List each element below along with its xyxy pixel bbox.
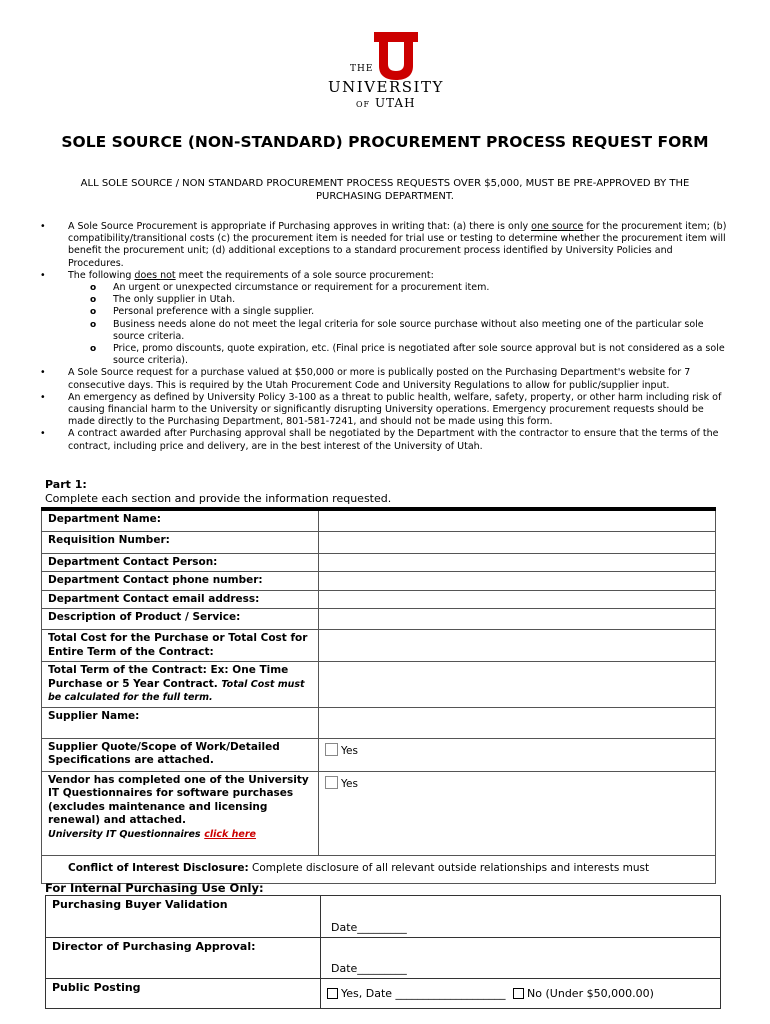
list-item: • The following does not meet the requirements of a sole source procurement:	[38, 270, 728, 282]
requisition-number-field[interactable]	[319, 531, 716, 553]
public-posting-label: Public Posting	[46, 979, 321, 1009]
conflict-disclosure: Conflict of Interest Disclosure: Complete disclosure of all relevant outside relationships and interests must	[42, 855, 716, 883]
total-term-label: Total Term of the Contract: Ex: One Time Purchase or 5 Year Contract. Total Cost must be calculated for the full term.	[42, 662, 319, 708]
it-questionnaires-link[interactable]: click here	[204, 828, 256, 840]
requisition-number-label: Requisition Number:	[42, 531, 319, 553]
logo-of-utah: OF UTAH	[356, 96, 416, 110]
contact-phone-field[interactable]	[319, 572, 716, 591]
instructions-list	[38, 221, 728, 453]
sub-list-item: o Business needs alone do not meet the legal criteria for sole source purchase without also meeting one of the particular sole source criteria.	[38, 319, 728, 343]
total-cost-label: Total Cost for the Purchase or Total Cost for Entire Term of the Contract:	[42, 630, 319, 662]
director-approval-field[interactable]	[321, 938, 721, 979]
description-label: Description of Product / Service:	[42, 609, 319, 630]
university-logo	[322, 28, 452, 112]
sub-list-item: o Personal preference with a single supplier.	[38, 306, 728, 318]
department-name-field[interactable]	[319, 509, 716, 531]
form-subtitle: ALL SOLE SOURCE / NON STANDARD PROCUREMENT PROCESS REQUESTS OVER $5,000, MUST BE PRE-APPROVED BY THE PURCHASING DEPARTMENT.	[80, 178, 690, 202]
list-item: • A contract awarded after Purchasing approval shall be negotiated by the Department with the contractor to ensure that the terms of the contract, including price and delivery, are in the best interest of the University of Utah.	[38, 428, 728, 452]
sub-list-item: o The only supplier in Utah.	[38, 294, 728, 306]
contact-person-field[interactable]	[319, 553, 716, 572]
department-name-label: Department Name:	[42, 509, 319, 531]
part-1-header: Part 1: Complete each section and provide the information requested.	[45, 478, 392, 505]
list-item: • An emergency as defined by University Policy 3-100 as a threat to public health, welfare, safety, property, or other harm including risk of causing financial harm to the University or significantly disrupting University operations. Emergency procurement requests should be made directly to the Purchasing Department, 801-581-7241, and should not be made using this form.	[38, 392, 728, 429]
public-posting-options: Yes, Date ____________________ No (Under $50,000.00)	[321, 979, 721, 1009]
description-field[interactable]	[319, 609, 716, 630]
vendor-it-option: Yes	[319, 771, 716, 855]
contact-email-field[interactable]	[319, 590, 716, 609]
sub-list-item: o Price, promo discounts, quote expiration, etc. (Final price is negotiated after sole source approval but is not considered as a sole source criteria).	[38, 343, 728, 367]
internal-use-table	[45, 895, 721, 1009]
logo-the: THE	[350, 64, 374, 74]
posting-no-checkbox[interactable]	[513, 988, 524, 999]
form-title: SOLE SOURCE (NON-STANDARD) PROCUREMENT PROCESS REQUEST FORM	[61, 133, 709, 151]
supplier-quote-label: Supplier Quote/Scope of Work/Detailed Specifications are attached.	[42, 738, 319, 771]
list-item: • A Sole Source request for a purchase valued at $50,000 or more is publically posted on the Purchasing Department's website for 7 consecutive days. This is required by the Utah Procurement Code and University Regulations to allow for public/supplier input.	[38, 367, 728, 391]
buyer-validation-field[interactable]	[321, 896, 721, 938]
director-approval-label: Director of Purchasing Approval:	[46, 938, 321, 979]
buyer-date: Date_________	[331, 921, 407, 934]
supplier-quote-yes-checkbox[interactable]	[325, 743, 338, 756]
total-cost-field[interactable]	[319, 630, 716, 662]
vendor-it-label: Vendor has completed one of the University IT Questionnaires for software purchases (excludes maintenance and licensing renewal) and attached. University IT Questionnaires click here	[42, 771, 319, 855]
internal-use-heading: For Internal Purchasing Use Only:	[45, 881, 264, 895]
supplier-name-field[interactable]	[319, 707, 716, 738]
request-form-table	[41, 507, 716, 884]
vendor-it-yes-checkbox[interactable]	[325, 776, 338, 789]
contact-phone-label: Department Contact phone number:	[42, 572, 319, 591]
posting-yes-checkbox[interactable]	[327, 988, 338, 999]
buyer-validation-label: Purchasing Buyer Validation	[46, 896, 321, 938]
director-date: Date_________	[331, 962, 407, 975]
total-term-field[interactable]	[319, 662, 716, 708]
supplier-name-label: Supplier Name:	[42, 707, 319, 738]
sub-list-item: o An urgent or unexpected circumstance or requirement for a procurement item.	[38, 282, 728, 294]
supplier-quote-option: Yes	[319, 738, 716, 771]
contact-person-label: Department Contact Person:	[42, 553, 319, 572]
list-item: • A Sole Source Procurement is appropriate if Purchasing approves in writing that: (a) there is only one source for the procurement item; (b) compatibility/transitional costs (c) the procurement item is needed for trial use or testing to determine whether the procurement item will benefit the procurement unit; (d) additional exceptions to a standard procurement process identified by University Policies and Procedures.	[38, 221, 728, 270]
contact-email-label: Department Contact email address:	[42, 590, 319, 609]
logo-university: UNIVERSITY	[328, 78, 444, 96]
